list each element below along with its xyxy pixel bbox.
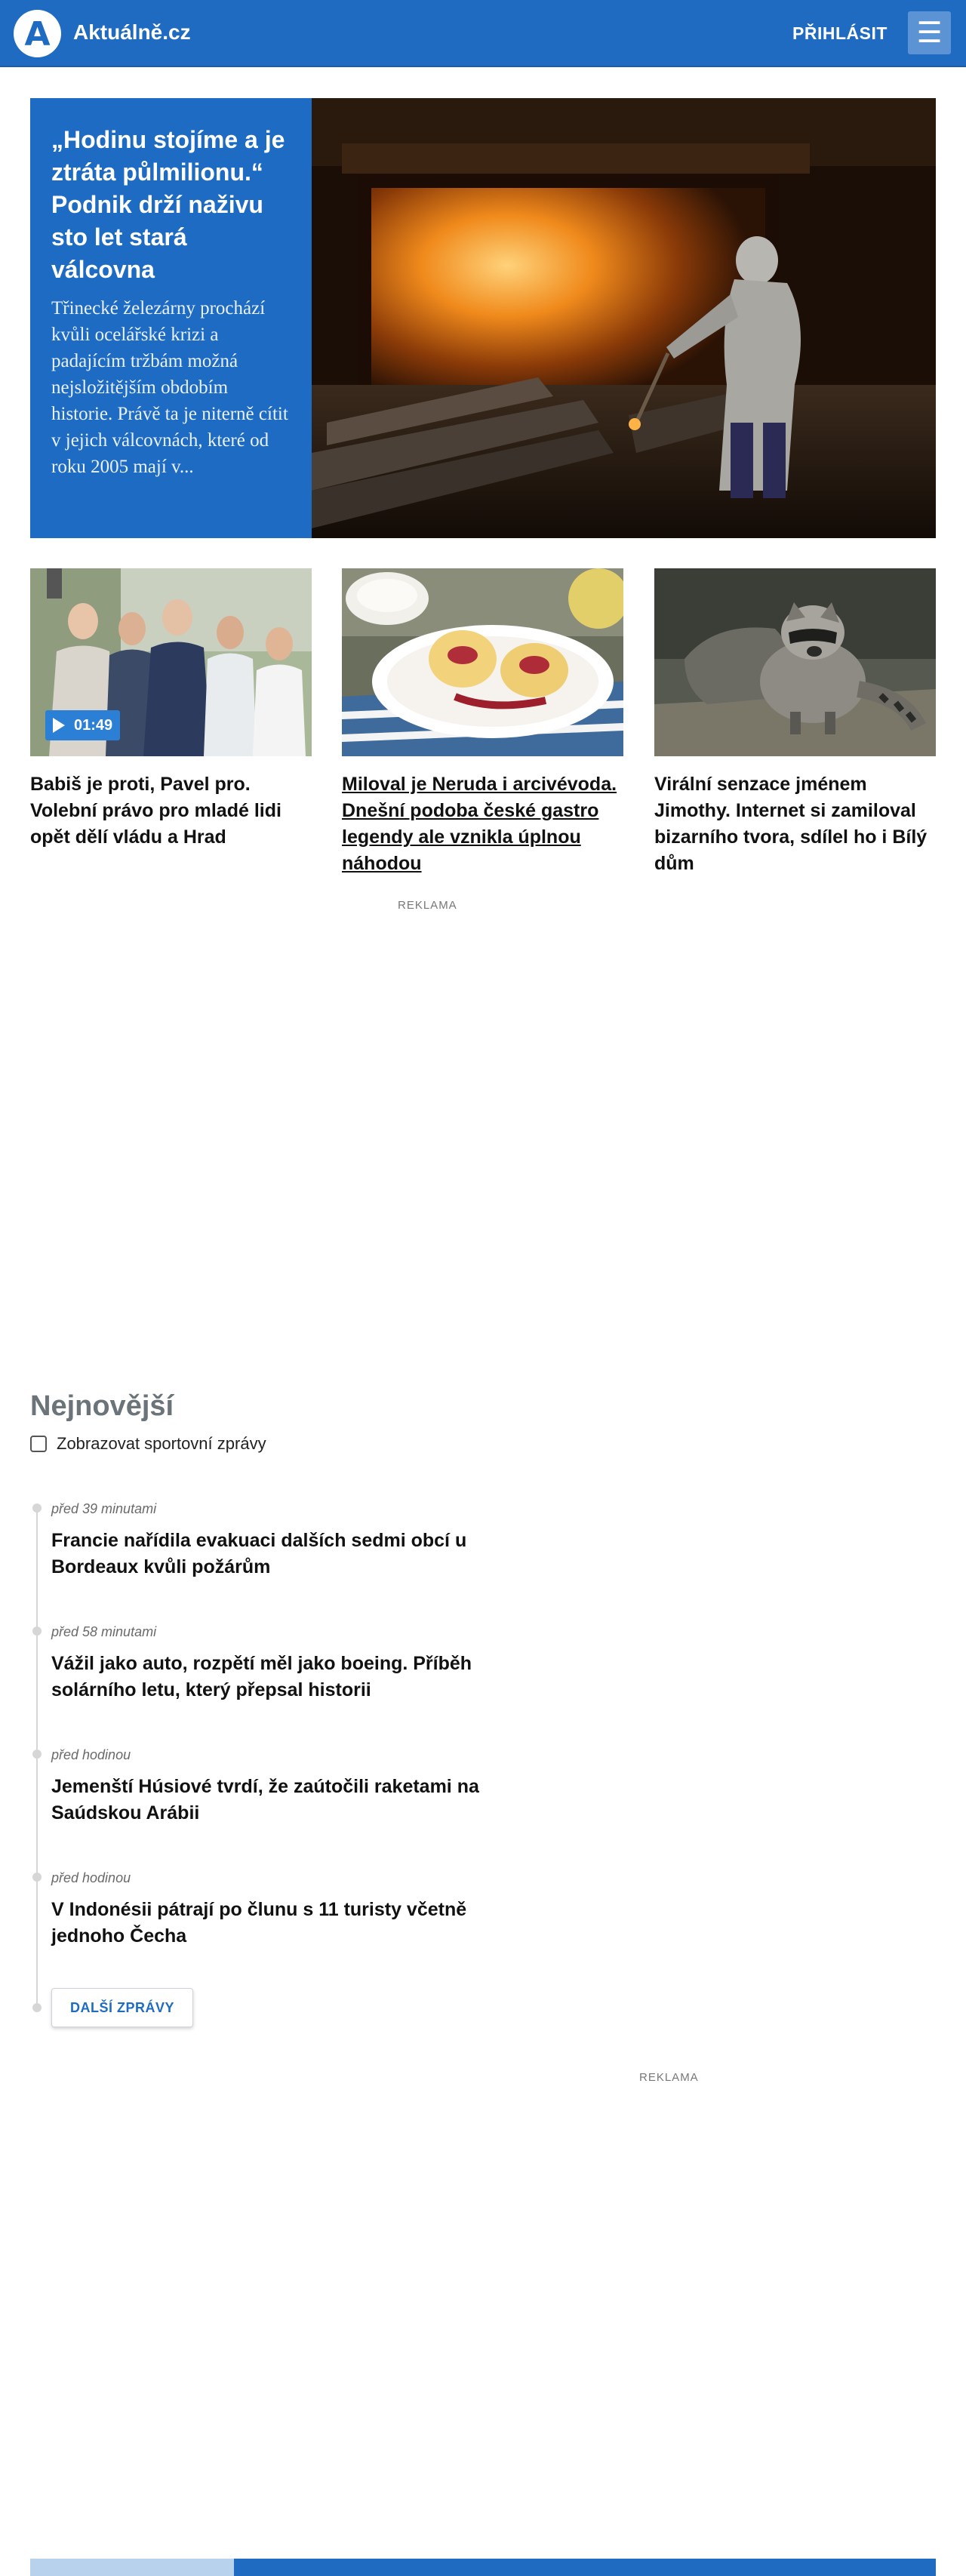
sport-news-toggle[interactable]: [30, 1434, 266, 1454]
news-time: před hodinou: [51, 1747, 131, 1762]
news-time: před hodinou: [51, 1870, 131, 1885]
hero-text-panel: [30, 98, 312, 538]
card-title[interactable]: Babiš je proti, Pavel pro. Volební právo pro mladé lidi opět dělí vládu a Hrad: [30, 774, 281, 848]
news-title[interactable]: Jemenští Húsiové tvrdí, že zaútočili raketami na Saúdskou Arábii: [51, 1776, 479, 1824]
play-icon: [53, 718, 65, 733]
sport-news-checkbox[interactable]: [30, 1436, 47, 1452]
news-list-item[interactable]: [51, 1870, 504, 1950]
menu-button[interactable]: [908, 11, 951, 54]
bottom-section-tab[interactable]: [30, 2559, 234, 2576]
article-card[interactable]: [342, 568, 623, 877]
timeline-dot: [32, 1873, 42, 1882]
steelworks-photo: [312, 98, 936, 538]
card-title[interactable]: Miloval je Neruda i arcivévoda. Dnešní podoba české gastro legendy ale vznikla úplnou náhodou: [342, 774, 617, 874]
news-time: před 58 minutami: [51, 1624, 157, 1639]
timeline-dot: [32, 1503, 42, 1513]
news-list-item[interactable]: [51, 1747, 504, 1827]
login-link[interactable]: PŘIHLÁSIT: [792, 23, 888, 43]
video-duration-badge[interactable]: [45, 710, 120, 740]
hero-article[interactable]: [30, 98, 936, 538]
logo-letter: A: [24, 14, 51, 54]
video-duration: 01:49: [74, 716, 113, 734]
site-logo[interactable]: [14, 10, 61, 57]
dumplings-photo: [342, 568, 623, 756]
article-card[interactable]: [30, 568, 312, 851]
card-image-selfie[interactable]: [30, 568, 312, 756]
ad-label: REKLAMA: [398, 899, 457, 912]
hamburger-icon: ☰: [916, 17, 943, 49]
more-news-button[interactable]: DALŠÍ ZPRÁVY: [51, 1988, 193, 2027]
news-list-item[interactable]: [51, 1501, 504, 1580]
site-brand-name[interactable]: Aktuálně.cz: [73, 20, 191, 44]
ad-label: REKLAMA: [639, 2071, 699, 2084]
raccoon-photo: [654, 568, 936, 756]
timeline-dot: [32, 1750, 42, 1759]
hero-image-steelworker[interactable]: [312, 98, 936, 538]
bottom-section-bar: [30, 2559, 936, 2576]
news-title[interactable]: Francie nařídila evakuaci dalších sedmi obcí u Bordeaux kvůli požárům: [51, 1530, 467, 1577]
timeline-dot: [32, 1627, 42, 1636]
card-title[interactable]: Virální senzace jménem Jimothy. Internet si zamiloval bizarního tvora, sdílel ho i Bílý dům: [654, 774, 928, 874]
news-title[interactable]: V Indonésii pátrají po člunu s 11 turisty včetně jednoho Čecha: [51, 1899, 467, 1947]
sport-news-toggle-label[interactable]: Zobrazovat sportovní zprávy: [57, 1434, 266, 1453]
timeline-dot: [32, 2003, 42, 2012]
article-card[interactable]: [654, 568, 936, 877]
newest-section-title: Nejnovější: [30, 1390, 174, 1422]
card-image-dumplings[interactable]: [342, 568, 623, 756]
site-header: [0, 0, 966, 67]
card-image-raccoon[interactable]: [654, 568, 936, 756]
hero-perex: Třinecké železárny prochází kvůli ocelářské krizi a padajícím tržbám možná nejsložitějším obdobím historie. Právě ta je niterně cítit v jejich válcovnách, které od roku 2005 mají v...: [51, 298, 288, 477]
hero-title[interactable]: „Hodinu stojíme a je ztráta půlmilionu.“ Podnik drží naživu sto let stará válcovna: [51, 126, 285, 283]
news-time: před 39 minutami: [51, 1501, 157, 1516]
news-title[interactable]: Vážil jako auto, rozpětí měl jako boeing. Příběh solárního letu, který přepsal historii: [51, 1653, 472, 1700]
news-list-item[interactable]: [51, 1624, 504, 1703]
